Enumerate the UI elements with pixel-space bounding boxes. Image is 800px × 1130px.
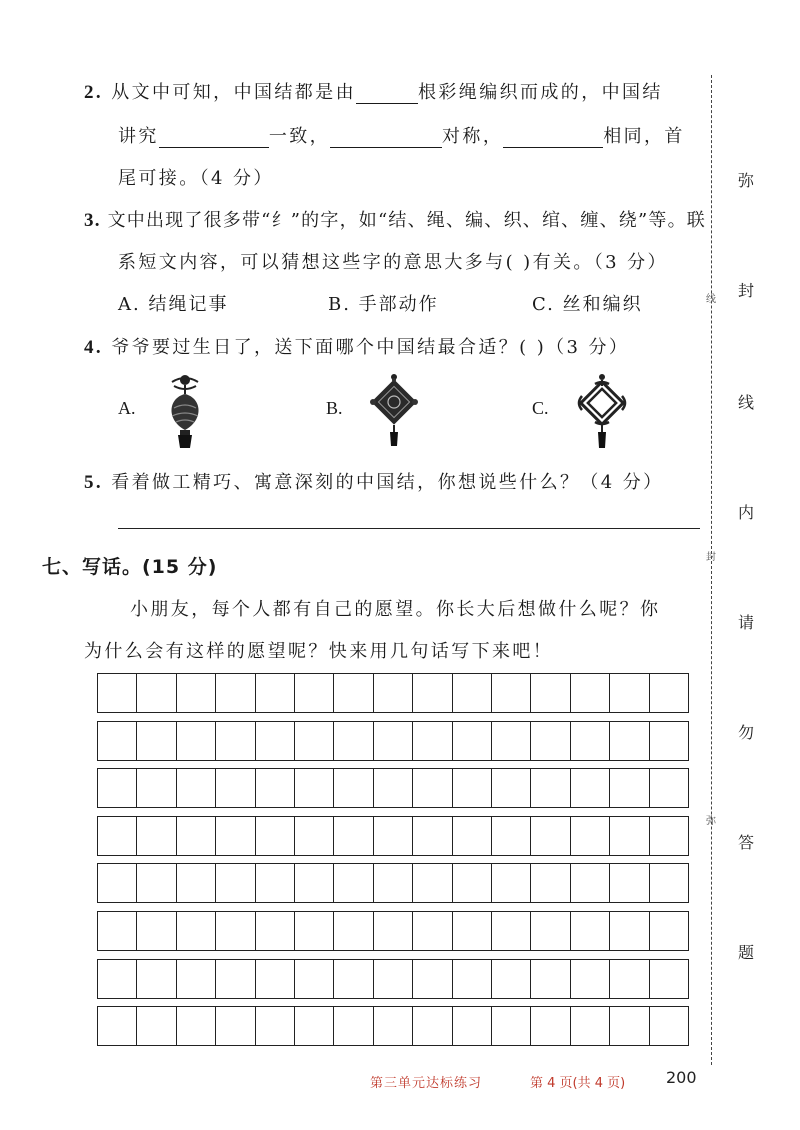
grid-cell[interactable] xyxy=(453,960,492,998)
grid-cell[interactable] xyxy=(334,864,373,902)
q4-line xyxy=(84,333,629,359)
grid-cell[interactable] xyxy=(256,912,295,950)
q5-line xyxy=(84,468,664,494)
grid-cell[interactable] xyxy=(374,722,413,760)
grid-cell[interactable] xyxy=(492,769,531,807)
grid-cell[interactable] xyxy=(334,674,373,712)
margin-char-5: 请 xyxy=(738,613,755,632)
q2-number: 2. xyxy=(84,82,104,103)
grid-cell[interactable] xyxy=(374,674,413,712)
footer-page-number: 200 xyxy=(666,1068,697,1087)
grid-cell[interactable] xyxy=(137,722,176,760)
q2-blank-2[interactable] xyxy=(159,129,269,148)
grid-cell[interactable] xyxy=(177,674,216,712)
grid-cell[interactable] xyxy=(413,1007,452,1045)
grid-cell[interactable] xyxy=(610,1007,649,1045)
grid-cell[interactable] xyxy=(137,864,176,902)
grid-cell[interactable] xyxy=(571,864,610,902)
grid-cell[interactable] xyxy=(177,817,216,855)
q3-line2: 系短文内容，可以猜想这些字的意思大多与( )有关。（3 分） xyxy=(118,252,668,273)
grid-cell[interactable] xyxy=(571,722,610,760)
grid-cell[interactable] xyxy=(137,769,176,807)
margin-char-6: 勿 xyxy=(738,723,755,742)
q2-line2 xyxy=(118,122,685,148)
grid-row[interactable] xyxy=(97,673,689,713)
q3-option-a[interactable]: A. 结绳记事 xyxy=(118,294,229,315)
grid-cell[interactable] xyxy=(571,960,610,998)
grid-row[interactable] xyxy=(97,768,689,808)
grid-cell[interactable] xyxy=(256,722,295,760)
section7-prompt-line2: 为什么会有这样的愿望呢？快来用几句话写下来吧！ xyxy=(84,641,554,662)
q2-text-d: 一致， xyxy=(268,126,331,147)
knot-c-icon[interactable] xyxy=(574,372,630,450)
q5-number: 5. xyxy=(84,472,104,493)
q3-option-b[interactable]: B. 手部动作 xyxy=(328,294,439,315)
grid-cell[interactable] xyxy=(610,864,649,902)
q4-number: 4. xyxy=(84,337,104,358)
grid-cell[interactable] xyxy=(492,674,531,712)
grid-cell[interactable] xyxy=(453,817,492,855)
q2-line1 xyxy=(84,78,663,104)
knot-a-icon[interactable] xyxy=(160,372,210,450)
q2-line3: 尾可接。（4 分） xyxy=(118,168,274,189)
grid-cell[interactable] xyxy=(492,960,531,998)
margin-char-2: 封 xyxy=(738,281,755,300)
grid-cell[interactable] xyxy=(334,1007,373,1045)
knot-b-icon[interactable] xyxy=(368,372,420,448)
grid-row[interactable] xyxy=(97,863,689,903)
grid-cell[interactable] xyxy=(98,817,137,855)
grid-cell[interactable] xyxy=(492,912,531,950)
grid-cell[interactable] xyxy=(177,769,216,807)
grid-cell[interactable] xyxy=(177,1007,216,1045)
grid-cell[interactable] xyxy=(531,674,570,712)
grid-cell[interactable] xyxy=(531,912,570,950)
grid-cell[interactable] xyxy=(650,1007,688,1045)
grid-cell[interactable] xyxy=(216,960,255,998)
q3-option-c[interactable]: C. 丝和编织 xyxy=(532,294,643,315)
grid-cell[interactable] xyxy=(413,769,452,807)
footer-unit: 第三单元达标练习 xyxy=(370,1076,483,1091)
grid-cell[interactable] xyxy=(374,912,413,950)
grid-cell[interactable] xyxy=(295,769,334,807)
section7-title: 七、写话。(15 分) xyxy=(42,556,218,578)
grid-cell[interactable] xyxy=(295,817,334,855)
grid-cell[interactable] xyxy=(610,674,649,712)
grid-cell[interactable] xyxy=(650,960,688,998)
grid-cell[interactable] xyxy=(98,1007,137,1045)
grid-cell[interactable] xyxy=(216,769,255,807)
q5-answer-line[interactable] xyxy=(118,528,700,529)
grid-cell[interactable] xyxy=(374,960,413,998)
grid-cell[interactable] xyxy=(98,769,137,807)
q2-text-f: 相同，首 xyxy=(603,126,685,147)
q2-text-a: 从文中可知，中国结都是由 xyxy=(111,82,356,103)
grid-row[interactable] xyxy=(97,911,689,951)
grid-cell[interactable] xyxy=(492,1007,531,1045)
grid-cell[interactable] xyxy=(413,722,452,760)
grid-cell[interactable] xyxy=(531,1007,570,1045)
q2-blank-4[interactable] xyxy=(503,129,603,148)
grid-cell[interactable] xyxy=(137,1007,176,1045)
grid-cell[interactable] xyxy=(216,1007,255,1045)
grid-cell[interactable] xyxy=(177,864,216,902)
grid-cell[interactable] xyxy=(216,817,255,855)
grid-cell[interactable] xyxy=(295,674,334,712)
grid-cell[interactable] xyxy=(531,864,570,902)
section7-prompt-line1: 小朋友，每个人都有自己的愿望。你长大后想做什么呢？你 xyxy=(130,599,661,620)
grid-cell[interactable] xyxy=(413,912,452,950)
margin-char-1: 弥 xyxy=(738,171,755,190)
grid-cell[interactable] xyxy=(650,722,688,760)
grid-cell[interactable] xyxy=(334,960,373,998)
grid-cell[interactable] xyxy=(295,1007,334,1045)
grid-cell[interactable] xyxy=(256,769,295,807)
grid-cell[interactable] xyxy=(216,674,255,712)
q2-text-e: 对称， xyxy=(442,126,504,147)
grid-cell[interactable] xyxy=(531,769,570,807)
grid-cell[interactable] xyxy=(98,960,137,998)
grid-cell[interactable] xyxy=(98,674,137,712)
grid-cell[interactable] xyxy=(374,864,413,902)
grid-cell[interactable] xyxy=(492,817,531,855)
grid-cell[interactable] xyxy=(492,864,531,902)
q4-option-a-label[interactable]: A. xyxy=(118,398,136,418)
grid-cell[interactable] xyxy=(453,1007,492,1045)
q4-option-c-label[interactable]: C. xyxy=(532,398,549,418)
grid-row[interactable] xyxy=(97,1006,689,1046)
grid-cell[interactable] xyxy=(571,1007,610,1045)
grid-cell[interactable] xyxy=(413,960,452,998)
margin-char-7: 答 xyxy=(738,833,755,852)
margin-char-4: 内 xyxy=(738,503,755,522)
grid-cell[interactable] xyxy=(137,817,176,855)
grid-cell[interactable] xyxy=(531,960,570,998)
grid-cell[interactable] xyxy=(650,817,688,855)
q2-blank-3[interactable] xyxy=(330,129,442,148)
grid-cell[interactable] xyxy=(610,817,649,855)
grid-cell[interactable] xyxy=(256,960,295,998)
grid-cell[interactable] xyxy=(98,912,137,950)
grid-cell[interactable] xyxy=(650,769,688,807)
grid-cell[interactable] xyxy=(334,769,373,807)
grid-cell[interactable] xyxy=(413,864,452,902)
grid-cell[interactable] xyxy=(295,912,334,950)
grid-cell[interactable] xyxy=(610,769,649,807)
grid-row[interactable] xyxy=(97,816,689,856)
q4-option-b-label[interactable]: B. xyxy=(326,398,343,418)
grid-cell[interactable] xyxy=(453,912,492,950)
grid-cell[interactable] xyxy=(531,817,570,855)
grid-cell[interactable] xyxy=(374,769,413,807)
grid-row[interactable] xyxy=(97,721,689,761)
grid-cell[interactable] xyxy=(334,912,373,950)
margin-tick-1: 线 xyxy=(706,294,716,305)
grid-cell[interactable] xyxy=(256,1007,295,1045)
grid-cell[interactable] xyxy=(413,817,452,855)
margin-char-3: 线 xyxy=(738,393,755,412)
grid-cell[interactable] xyxy=(610,960,649,998)
q2-blank-1[interactable] xyxy=(356,85,418,104)
margin-tick-3: 弥 xyxy=(706,816,716,827)
grid-cell[interactable] xyxy=(492,722,531,760)
footer-page: 第 4 页(共 4 页) xyxy=(530,1076,626,1091)
q3-line1 xyxy=(84,206,706,232)
grid-cell[interactable] xyxy=(413,674,452,712)
grid-cell[interactable] xyxy=(295,864,334,902)
grid-cell[interactable] xyxy=(453,769,492,807)
seal-line xyxy=(711,75,712,1065)
grid-row[interactable] xyxy=(97,959,689,999)
grid-cell[interactable] xyxy=(650,864,688,902)
grid-cell[interactable] xyxy=(256,674,295,712)
grid-cell[interactable] xyxy=(137,960,176,998)
grid-cell[interactable] xyxy=(571,817,610,855)
grid-cell[interactable] xyxy=(98,864,137,902)
grid-cell[interactable] xyxy=(453,722,492,760)
grid-cell[interactable] xyxy=(610,912,649,950)
grid-cell[interactable] xyxy=(177,960,216,998)
q2-text-c: 讲究 xyxy=(118,126,159,147)
grid-cell[interactable] xyxy=(98,722,137,760)
grid-cell[interactable] xyxy=(137,674,176,712)
grid-cell[interactable] xyxy=(256,864,295,902)
q4-text: 爷爷要过生日了，送下面哪个中国结最合适？( )（3 分） xyxy=(111,337,630,358)
grid-cell[interactable] xyxy=(610,722,649,760)
grid-cell[interactable] xyxy=(334,722,373,760)
margin-char-8: 题 xyxy=(738,943,755,962)
grid-cell[interactable] xyxy=(334,817,373,855)
grid-cell[interactable] xyxy=(216,864,255,902)
grid-cell[interactable] xyxy=(571,912,610,950)
grid-cell[interactable] xyxy=(256,817,295,855)
q5-text: 看着做工精巧、寓意深刻的中国结，你想说些什么？（4 分） xyxy=(111,472,664,493)
grid-cell[interactable] xyxy=(137,912,176,950)
q3-number: 3. xyxy=(84,210,101,231)
margin-tick-2: 封 xyxy=(706,552,716,563)
grid-cell[interactable] xyxy=(571,769,610,807)
grid-cell[interactable] xyxy=(177,722,216,760)
grid-cell[interactable] xyxy=(571,674,610,712)
grid-cell[interactable] xyxy=(650,912,688,950)
grid-cell[interactable] xyxy=(295,722,334,760)
grid-cell[interactable] xyxy=(374,1007,413,1045)
grid-cell[interactable] xyxy=(177,912,216,950)
grid-cell[interactable] xyxy=(453,864,492,902)
q3-text: 文中出现了很多带“纟”的字，如“结、绳、编、织、绾、缠、绕”等。联 xyxy=(107,210,706,231)
grid-cell[interactable] xyxy=(374,817,413,855)
grid-cell[interactable] xyxy=(216,722,255,760)
grid-cell[interactable] xyxy=(531,722,570,760)
grid-cell[interactable] xyxy=(650,674,688,712)
q2-text-b: 根彩绳编织而成的，中国结 xyxy=(418,82,663,103)
grid-cell[interactable] xyxy=(295,960,334,998)
grid-cell[interactable] xyxy=(453,674,492,712)
grid-cell[interactable] xyxy=(216,912,255,950)
